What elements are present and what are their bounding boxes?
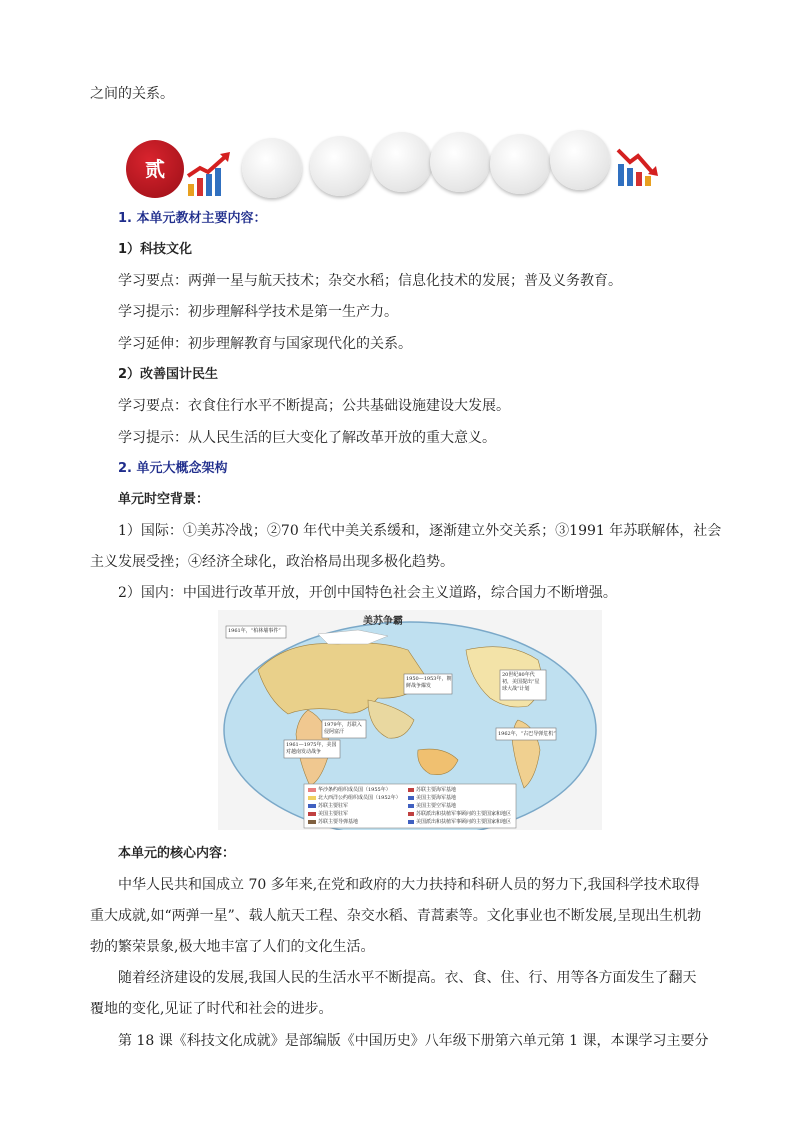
map-label-korea: 1950—1953年，朝鲜战争爆发 [406,676,452,689]
map-label-cuba: 1962年，“古巴导弹危机” [498,731,556,737]
legend-item: 北大西洋公约组织成员国（1952年） [318,795,401,801]
map-legend-right [416,786,511,826]
map-label-afghanistan: 1979年，苏联入侵阿富汗 [324,722,362,735]
map-label-berlin: 1961年，“柏林墙事件” [228,628,281,634]
legend-item: 苏联派出和扶植军事顾问的主要国家和地区 [416,811,512,817]
sub1-point: 学习要点：两弹一星与航天技术；杂交水稻；信息化技术的发展；普及义务教育。 [118,273,622,289]
banner-circle-1 [242,138,302,198]
legend-item: 华沙条约组织成员国（1955年） [318,787,391,793]
map-label-star-wars: 20世纪80年代初，美国提出“星球大战”计划 [502,672,540,692]
world-map-graphic [218,610,602,830]
map-title: 美苏争霸 [363,616,403,627]
falling-chart-icon [616,142,662,188]
core-title: 本单元的核心内容： [118,846,236,861]
core-paragraph-1: 中华人民共和国成立 70 多年来,在党和政府的大力扶持和科研人员的努力下,我国科学技术取得重大成就,如“两弹一星”、载人航天工程、杂交水稻、青蒿素等。文化事业也不断发展,呈现出生机勃勃的繁荣景象,极大地丰富了人们的文化生活。 [90,877,702,955]
sub1-title: 1）科技文化 [118,242,193,257]
core-paragraph-3: 第 18 课《科技文化成就》是部编版《中国历史》八年级下册第六单元第 1 课，本课学习主要分 [118,1033,709,1049]
banner-circle-2 [310,136,370,196]
banner-circle-5 [490,134,550,194]
sub2-hint: 学习提示：从人民生活的巨大变化了解改革开放的重大意义。 [118,430,496,446]
map-label-vietnam: 1961—1975年，美国对越南发动战争 [286,742,337,755]
legend-item: 美国派出和扶植军事顾问的主要国家和地区 [416,819,512,825]
cold-war-map [218,610,602,830]
domestic-line: 2）国内：中国进行改革开放，开创中国特色社会主义道路，综合国力不断增强。 [118,585,617,601]
sub1-hint: 学习提示：初步理解科学技术是第一生产力。 [118,304,398,320]
section-number-seal: 贰 [126,140,184,198]
top-fragment: 之间的关系。 [90,86,174,102]
sub2-point: 学习要点：衣食住行水平不断提高；公共基础设施建设大发展。 [118,398,510,414]
legend-item: 美国主要空军基地 [416,803,457,809]
legend-item: 美国主要驻军 [318,811,349,817]
sub1-ext: 学习延伸：初步理解教育与国家现代化的关系。 [118,336,412,352]
intl-line-1: 1）国际：①美苏冷战；②70 年代中美关系缓和，逐渐建立外交关系；③1991 年苏联解体，社会 [118,523,722,539]
background-title: 单元时空背景： [118,492,210,507]
intl-line-2: 主义发展受挫；④经济全球化，政治格局出现多极化趋势。 [90,554,454,570]
section1-title: 1. 本单元教材主要内容： [118,211,267,226]
sub2-title: 2）改善国计民生 [118,367,219,382]
core-paragraph-2: 随着经济建设的发展,我国人民的生活水平不断提高。衣、食、住、行、用等各方面发生了翻天覆地的变化,见证了时代和社会的进步。 [90,970,697,1017]
legend-item: 美国主要海军基地 [416,795,457,801]
section-banner [126,128,666,198]
legend-item: 苏联主要导弹基地 [318,819,359,825]
rising-chart-icon [186,150,234,198]
legend-item: 苏联主要驻军 [318,803,349,809]
legend-item: 苏联主要海军基地 [416,787,457,793]
banner-circle-3 [372,132,432,192]
map-legend-left [318,786,401,826]
banner-circle-4 [430,132,490,192]
banner-circle-6 [550,130,610,190]
section2-title: 2. 单元大概念架构 [118,461,228,476]
